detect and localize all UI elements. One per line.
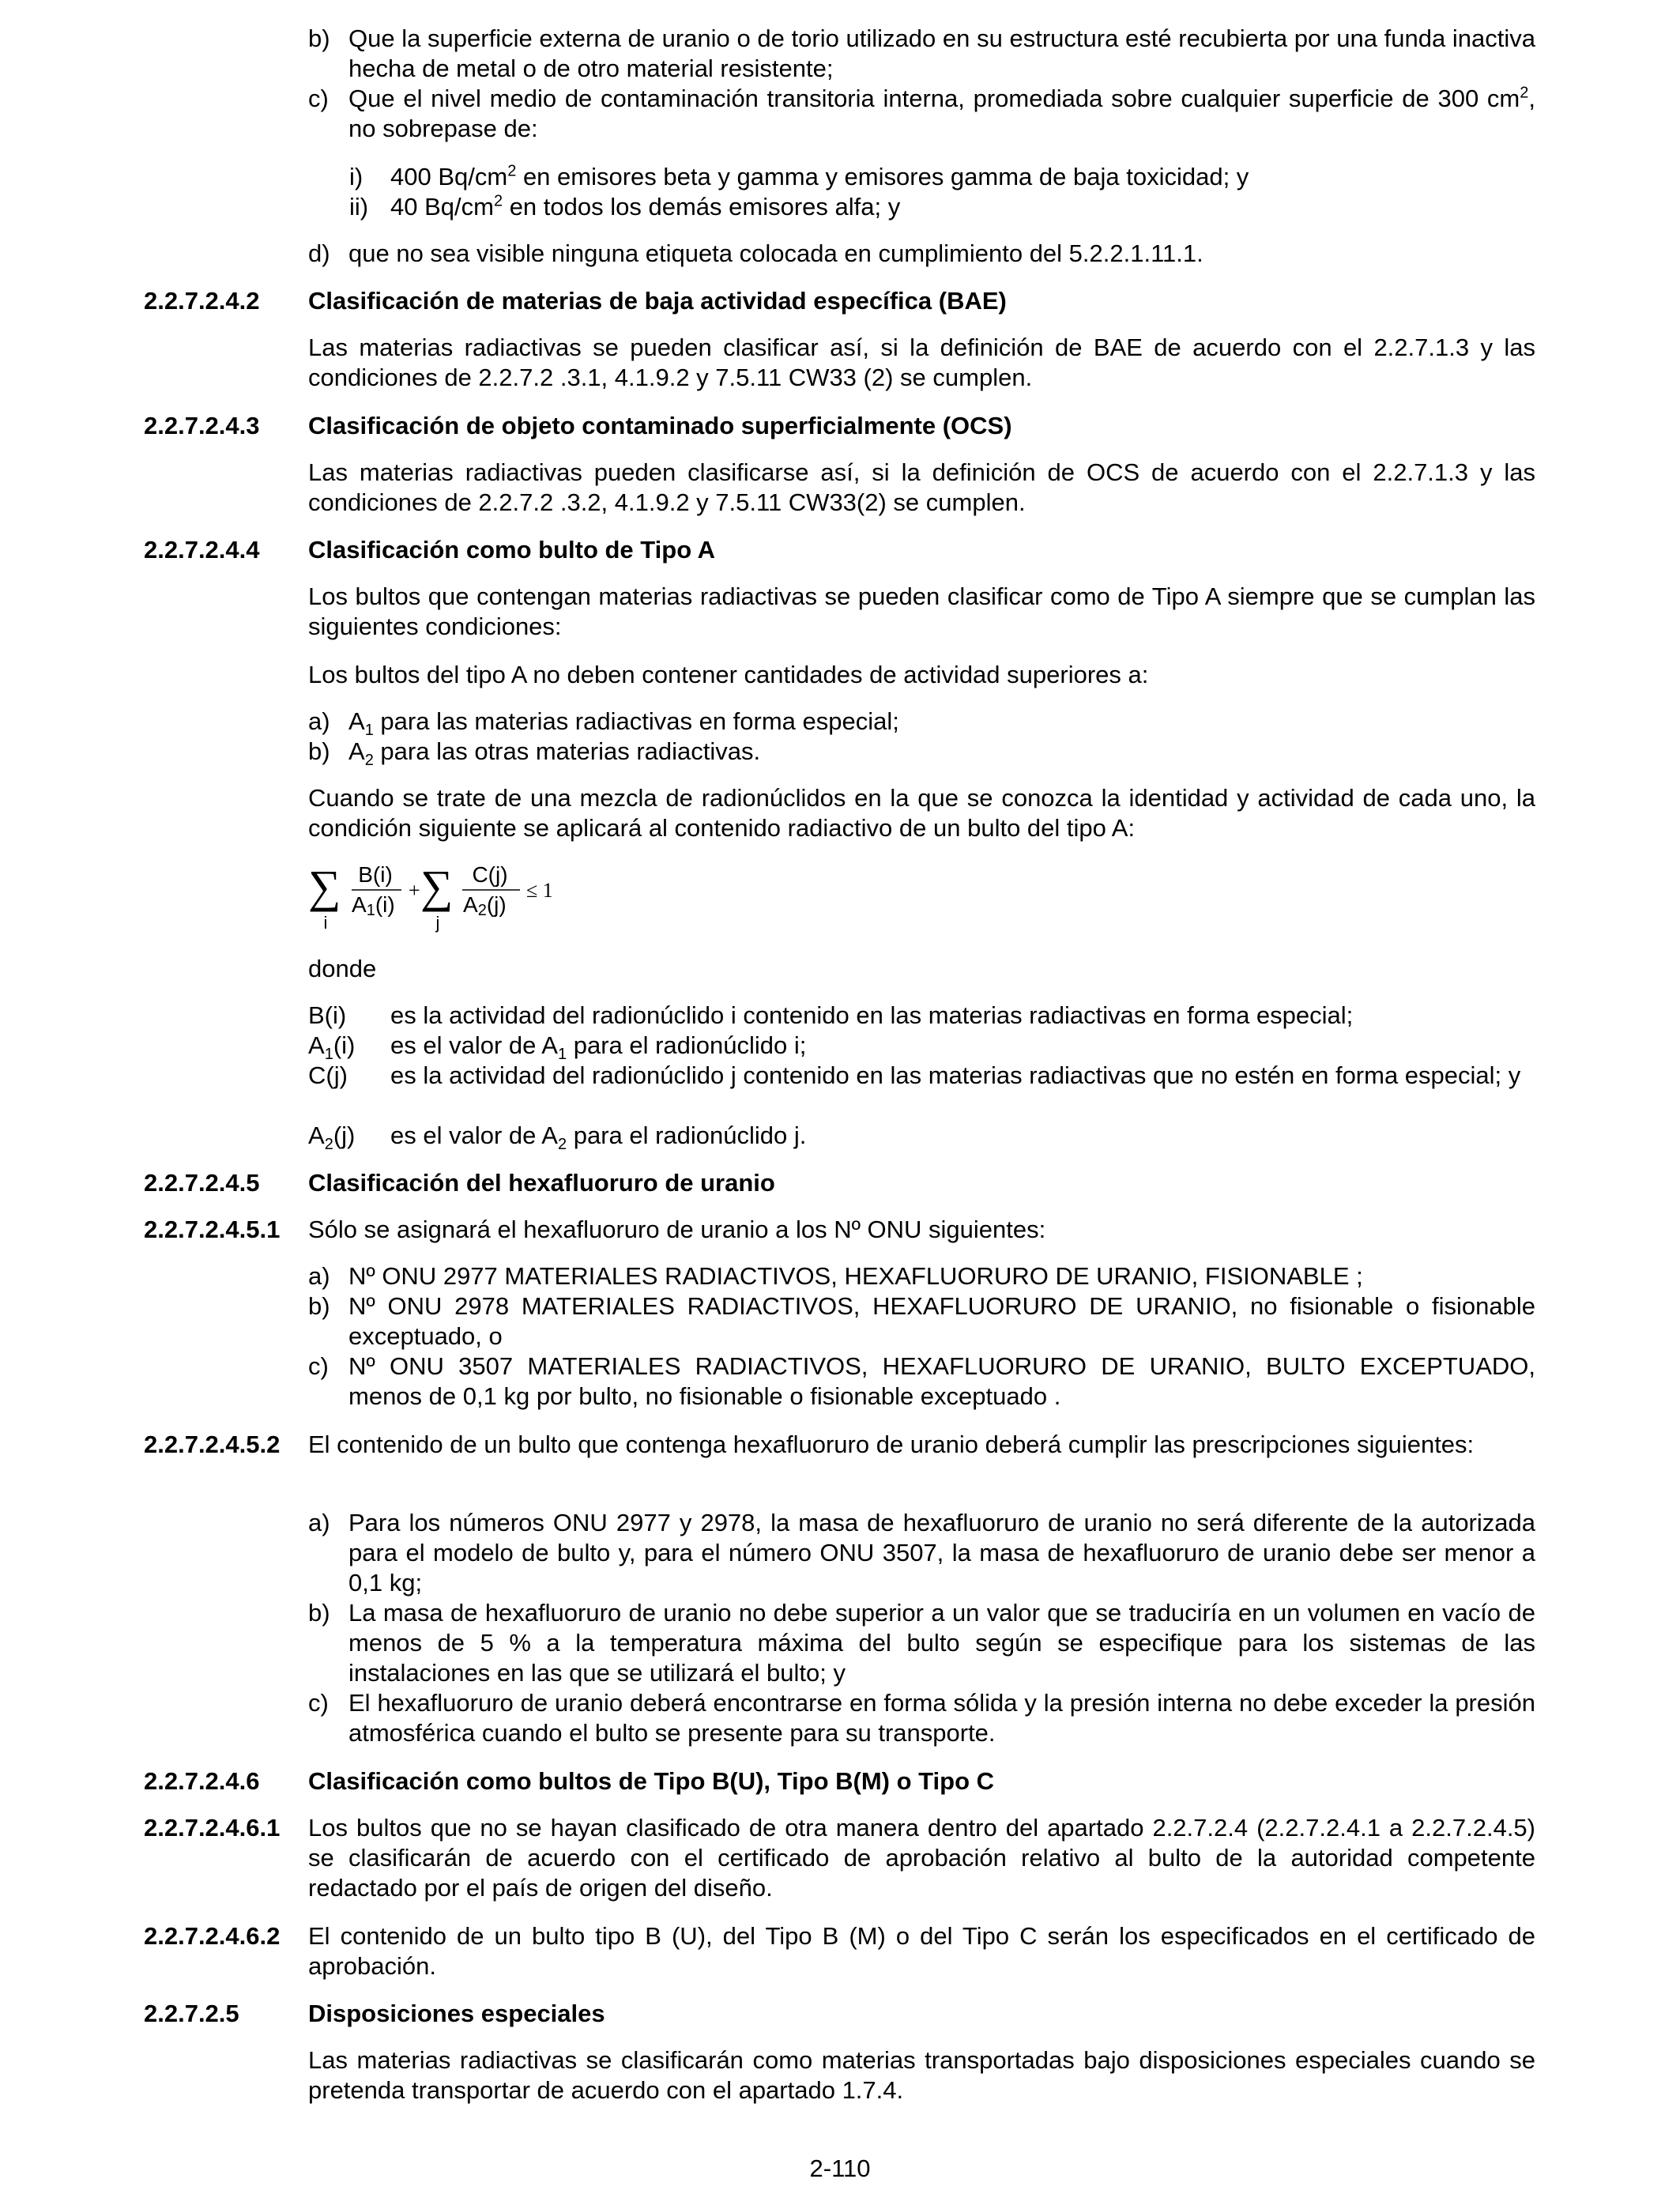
list-item-text: Que la superficie externa de uranio o de torio utilizado en su estructura esté recubierta por una funda inactiva hecha de metal o de otro material resistente; xyxy=(348,25,1535,82)
paragraph: Cuando se trate de una mezcla de radionúclidos en la que se conozca la identidad y actividad de cada uno, la condición siguiente se aplicará al contenido radiactivo de un bulto del tipo A: xyxy=(308,784,1535,842)
list-marker: b) xyxy=(308,1292,330,1320)
numerator-2: C(j) xyxy=(472,862,508,887)
list-marker: a) xyxy=(308,1509,330,1536)
donde-label: donde xyxy=(308,955,377,982)
list-item xyxy=(308,1688,1535,1748)
page-number: 2-110 xyxy=(809,2154,871,2182)
paragraph-number: 2.2.7.2.4.6.1 xyxy=(144,1814,281,1842)
numbered-paragraph xyxy=(144,1921,1535,1981)
list-marker: ii) xyxy=(349,193,369,221)
definition-text: es el valor de $A_2$ para el radionúclido j. xyxy=(390,1122,807,1154)
sub-list-item xyxy=(349,162,1535,192)
definition-text: es la actividad del radionúclido i contenido en las materias radiactivas en forma especial; xyxy=(390,1001,1354,1029)
section-number: 2.2.7.2.4.4 xyxy=(144,536,260,564)
numbered-paragraph xyxy=(144,1215,1535,1245)
list-item-text: Nº ONU 2978 MATERIALES RADIACTIVOS, HEXAFLUORURO DE URANIO, no fisionable o fisionable exceptuado, o xyxy=(348,1292,1535,1350)
list-item-text: La masa de hexafluoruro de uranio no debe superior a un valor que se traduciría en un volumen en vacío de menos de 5 % a la temperatura máxima del bulto según se especifique para los sistemas de las instalaciones en las que se utilizará el bulto; y xyxy=(348,1599,1535,1687)
list-item xyxy=(308,84,1535,144)
list-marker: c) xyxy=(308,1352,329,1380)
paragraph: Los bultos del tipo A no deben contener cantidades de actividad superiores a: xyxy=(308,661,1149,688)
paragraph: Las materias radiactivas pueden clasificarse así, si la definición de OCS de acuerdo con el 2.2.7.1.3 y las condiciones de 2.2.7.2 .3.2, 4.1.9.2 y 7.5.11 CW33(2) se cumplen. xyxy=(308,458,1535,516)
numbered-paragraph xyxy=(144,1813,1535,1903)
paragraph-number: 2.2.7.2.4.5.1 xyxy=(144,1216,281,1243)
numbered-paragraph xyxy=(144,1430,1535,1460)
section-title: Clasificación de objeto contaminado superficialmente (OCS) xyxy=(308,412,1012,439)
paragraph-text: Los bultos que no se hayan clasificado de otra manera dentro del apartado 2.2.7.2.4 (2.2.7.2.4.1 a 2.2.7.2.4.5) se clasificarán de acuerdo con el certificado de aprobación relativo al bulto de la autoridad competente redactado por el país de origen del diseño. xyxy=(308,1814,1535,1902)
list-item xyxy=(308,1261,1535,1291)
sub-list-item xyxy=(349,192,1535,222)
sum-index-1: i xyxy=(323,913,328,933)
list-item-text: $A_1$ para las materias radiactivas en forma especial; xyxy=(348,707,899,740)
section-number: 2.2.7.2.4.6 xyxy=(144,1767,260,1795)
plus-sign: + xyxy=(409,879,420,902)
list-marker: a) xyxy=(308,707,330,735)
denominator-2: A2(j) xyxy=(463,892,507,919)
paragraph-number: 2.2.7.2.4.6.2 xyxy=(144,1922,281,1950)
definition-term: $A_2(j)$ xyxy=(308,1122,356,1154)
definition-term: $A_1(i)$ xyxy=(308,1031,356,1064)
definition-row xyxy=(308,1061,1535,1091)
definition-term: C(j) xyxy=(308,1061,348,1089)
section-title: Clasificación del hexafluoruro de uranio xyxy=(308,1169,775,1197)
list-marker: d) xyxy=(308,239,330,267)
list-marker: a) xyxy=(308,1262,330,1290)
paragraph: Las materias radiactivas se clasificarán como materias transportadas bajo disposiciones especiales cuando se pretenda transportar de acuerdo con el apartado 1.7.4. xyxy=(308,2046,1535,2104)
list-item xyxy=(308,1598,1535,1688)
activity-sum-formula xyxy=(308,858,569,937)
paragraph: Los bultos que contengan materias radiactivas se pueden clasificar como de Tipo A siempre que se cumplan las siguientes condiciones: xyxy=(308,582,1535,640)
list-marker: b) xyxy=(308,737,330,765)
definition-row xyxy=(308,1121,1535,1154)
list-item-text: Para los números ONU 2977 y 2978, la masa de hexafluoruro de uranio no será diferente de la autorizada para el modelo de bulto y, para el número ONU 3507, la masa de hexafluoruro de uranio debe ser menor a 0,1 kg; xyxy=(348,1509,1535,1596)
list-item-text: Nº ONU 2977 MATERIALES RADIACTIVOS, HEXAFLUORURO DE URANIO, FISIONABLE ; xyxy=(348,1262,1363,1290)
definition-term: B(i) xyxy=(308,1001,347,1029)
list-item xyxy=(308,737,1535,770)
paragraph-text: El contenido de un bulto que contenga hexafluoruro de uranio deberá cumplir las prescripciones siguientes: xyxy=(308,1431,1475,1458)
paragraph-text: Sólo se asignará el hexafluoruro de uranio a los Nº ONU siguientes: xyxy=(308,1216,1046,1243)
section-title: Disposiciones especiales xyxy=(308,2000,605,2027)
definition-text: es el valor de $A_1$ para el radionúclido i; xyxy=(390,1031,807,1064)
list-item-text: $A_2$ para las otras materias radiactivas. xyxy=(348,737,761,770)
list-item xyxy=(308,707,1535,740)
list-item-text: 400 $Bq/cm^2$ en emisores beta y gamma y emisores gamma de baja toxicidad; y xyxy=(390,162,1249,190)
list-item-text: Nº ONU 3507 MATERIALES RADIACTIVOS, HEXAFLUORURO DE URANIO, BULTO EXCEPTUADO, menos de 0,1 kg por bulto, no fisionable o fisionable exceptuado . xyxy=(348,1352,1535,1410)
list-item-text: 40 $Bq/cm^2$ en todos los demás emisores alfa; y xyxy=(390,192,901,221)
list-item xyxy=(308,1291,1535,1351)
section-title: Clasificación como bulto de Tipo A xyxy=(308,536,715,564)
list-item-text: Que el nivel medio de contaminación transitoria interna, promediada sobre cualquier superficie de 300 $cm^2$, no sobrepase de: xyxy=(348,84,1535,142)
denominator-1: A1(i) xyxy=(352,892,395,919)
sum-symbol-2: ∑ xyxy=(420,861,454,912)
sum-index-2: j xyxy=(435,913,440,933)
section-number: 2.2.7.2.4.3 xyxy=(144,412,260,439)
list-marker: b) xyxy=(308,25,330,52)
paragraph-number: 2.2.7.2.4.5.2 xyxy=(144,1431,281,1458)
section-number: 2.2.7.2.4.2 xyxy=(144,287,260,315)
list-item xyxy=(308,1508,1535,1598)
list-item-text: que no sea visible ninguna etiqueta colocada en cumplimiento del 5.2.2.1.11.1. xyxy=(348,239,1203,267)
definition-text: es la actividad del radionúclido j contenido en las materias radiactivas que no estén en forma especial; y xyxy=(390,1061,1521,1089)
section-number: 2.2.7.2.5 xyxy=(144,2000,239,2027)
paragraph: Las materias radiactivas se pueden clasificar así, si la definición de BAE de acuerdo con el 2.2.7.1.3 y las condiciones de 2.2.7.2 .3.1, 4.1.9.2 y 7.5.11 CW33 (2) se cumplen. xyxy=(308,334,1535,391)
definition-row xyxy=(308,1001,1535,1031)
definition-row xyxy=(308,1031,1535,1064)
list-item xyxy=(308,239,1535,269)
section-title: Clasificación como bultos de Tipo B(U), Tipo B(M) o Tipo C xyxy=(308,1767,994,1795)
list-item xyxy=(308,1351,1535,1412)
numerator-1: B(i) xyxy=(358,862,393,887)
list-marker: b) xyxy=(308,1599,330,1627)
list-item xyxy=(308,24,1535,84)
section-title: Clasificación de materias de baja actividad específica (BAE) xyxy=(308,287,1007,315)
list-item-text: El hexafluoruro de uranio deberá encontrarse en forma sólida y la presión interna no debe exceder la presión atmosférica cuando el bulto se presente para su transporte. xyxy=(348,1689,1535,1747)
list-marker: i) xyxy=(349,163,363,190)
less-equal-one: ≤ 1 xyxy=(526,879,553,902)
sum-symbol-1: ∑ xyxy=(308,861,341,912)
list-marker: c) xyxy=(308,85,329,112)
list-marker: c) xyxy=(308,1689,329,1717)
section-number: 2.2.7.2.4.5 xyxy=(144,1169,260,1197)
paragraph-text: El contenido de un bulto tipo B (U), del Tipo B (M) o del Tipo C serán los especificados en el certificado de aprobación. xyxy=(308,1922,1535,1980)
